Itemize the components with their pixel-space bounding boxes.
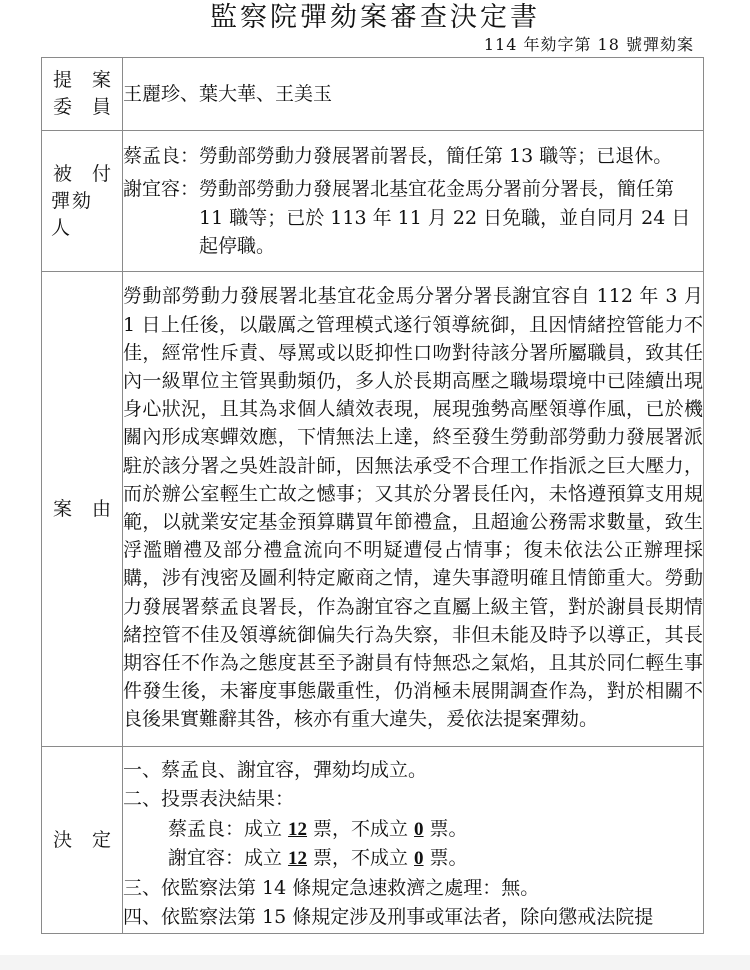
label-char: 案 [91, 69, 111, 91]
proposer-label [42, 58, 123, 131]
label-char: 案 [53, 497, 73, 520]
label-char: 付 [91, 162, 111, 185]
page-bottom-edge [0, 955, 750, 970]
respondent-name: 蔡孟良： [123, 145, 200, 168]
vote-reject-count: 0 [414, 818, 424, 840]
vote-name: 謝宜容： [168, 847, 245, 869]
vote-approve-count: 12 [288, 848, 308, 869]
document-title: 監察院彈劾案審查決定書 [210, 2, 540, 33]
vote-approve-prefix: 成立 [244, 817, 283, 840]
vote-approve-prefix: 成立 [244, 847, 283, 869]
decision-item-2: 二、投票表決結果： [123, 788, 295, 810]
row-proposer [42, 58, 704, 131]
label-char: 定 [91, 828, 111, 851]
proposer-value: 王麗珍、葉大華、王美玉 [123, 58, 704, 131]
respondent-name: 謝宜容： [123, 178, 200, 201]
vote-result [123, 844, 703, 874]
vote-reject-count: 0 [414, 848, 424, 869]
vote-approve-count: 12 [288, 818, 308, 840]
label-text: 彈劾人 [51, 189, 94, 239]
respondents-label [42, 131, 123, 272]
label-char: 員 [91, 96, 111, 118]
decision-item-3: 三、依監察法第 14 條規定急速救濟之處理：無。 [123, 876, 540, 899]
vote-reject-suffix: 票。 [429, 847, 468, 869]
vote-approve-suffix: 票，不成立 [313, 817, 409, 840]
reason-label [42, 272, 123, 747]
row-respondents [42, 131, 704, 272]
vote-reject-suffix: 票。 [429, 817, 468, 840]
label-char: 被 [53, 162, 73, 185]
decision-value [123, 747, 704, 934]
vote-result [123, 815, 703, 845]
decision-item-4: 四、依監察法第 15 條規定涉及刑事或軍法者，除向懲戒法院提 [123, 906, 654, 928]
respondents-value [123, 131, 704, 272]
reason-value [123, 272, 704, 747]
row-decision [42, 747, 704, 934]
vote-approve-suffix: 票，不成立 [313, 847, 409, 869]
respondent-description: 勞動部勞動力發展署北基宜花金馬分署前分署長，簡任第 11 職等；已於 113 年 11 月 22 日免職，並自同月 24 日起停職。 [199, 178, 691, 257]
row-reason [42, 272, 704, 747]
vote-name: 蔡孟良： [168, 817, 245, 840]
respondent-entry [123, 142, 703, 170]
label-char: 委 [53, 96, 73, 118]
label-char: 由 [91, 497, 111, 520]
case-number: 114 年劾字第 18 號彈劾案 [483, 35, 694, 54]
respondent-entry [123, 175, 703, 260]
label-char: 決 [53, 828, 73, 851]
decision-item-1: 一、蔡孟良、謝宜容，彈劾均成立。 [123, 758, 428, 781]
label-char: 提 [53, 69, 73, 91]
respondent-description: 勞動部勞動力發展署前署長，簡任第 13 職等；已退休。 [199, 145, 673, 168]
decision-label [42, 747, 123, 934]
decision-table [41, 57, 704, 934]
reason-text: 勞動部勞動力發展署北基宜花金馬分署分署長謝宜容自 112 年 3 月 1 日上任後，以嚴厲之管理模式遂行領導統御，且因情緒控管能力不佳，經常性斥責、辱罵或以貶抑性口吻對待該分署所屬職員，致其任內一級單位主管異動頻仍，多人於長期高壓之職場環境中已陸續出現身心狀況，且其為求個人績效表現，展現強勢高壓領導作風，已於機關內形成寒蟬效應，下情無法上達，終至發生勞動部勞動力發展署派駐於該分署之吳姓設計師，因無法承受不合理工作指派之巨大壓力，而於辦公室輕生亡故之憾事；又其於分署長任內，未恪遵預算支用規範，以就業安定基金預算購買年節禮盒，且超逾公務需求數量，致生浮濫贈禮及部分禮盒流向不明疑遭侵占情事；復未依法公正辦理採購，涉有洩密及圖利特定廠商之情，違失事證明確且情節重大。勞動力發展署蔡孟良署長，作為謝宜容之直屬上級主管，對於謝員長期情緒控管不佳及領導統御偏失行為失察，非但未能及時予以導正，其長期容任不作為之態度甚至予謝員有恃無恐之氣焰，且其於同仁輕生事件發生後，未審度事態嚴重性，仍消極未展開調查作為，對於相關不良後果實難辭其咎，核亦有重大違失，爰依法提案彈劾。 [123, 285, 703, 731]
